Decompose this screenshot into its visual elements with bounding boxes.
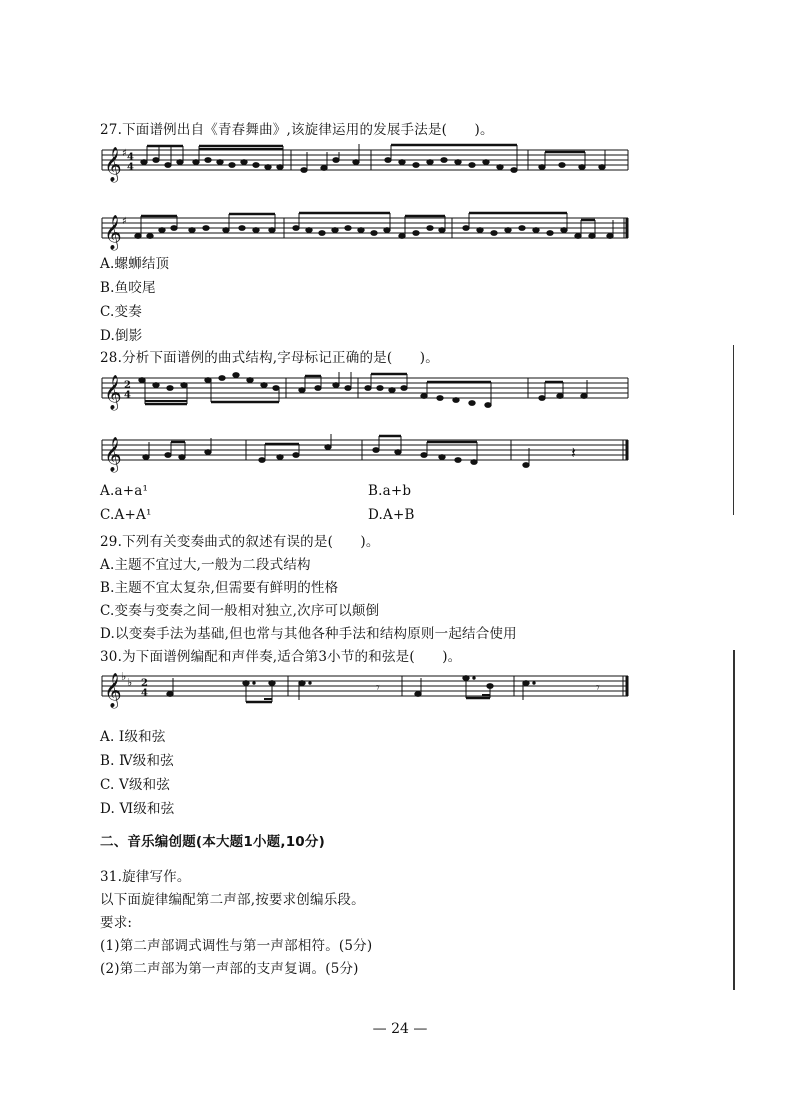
svg-text:4: 4 [124, 390, 131, 401]
q28-stem: 28.分析下面谱例的曲式结构,字母标记正确的是( )。 [100, 350, 439, 366]
q28-option-c: C.A+A¹ [100, 507, 152, 523]
svg-text:𝄞: 𝄞 [104, 147, 122, 182]
q31-instruction: 以下面旋律编配第二声部,按要求创编乐段。 [100, 892, 365, 908]
svg-text:𝄞: 𝄞 [104, 215, 122, 250]
q29-stem: 29.下列有关变奏曲式的叙述有误的是( )。 [100, 534, 380, 550]
svg-text:♯: ♯ [122, 148, 127, 159]
q29-option-c: C.变奏与变奏之间一般相对独立,次序可以颠倒 [100, 603, 380, 619]
q28-option-d: D.A+B [368, 507, 415, 523]
q31-requirement-2: (2)第二声部为第一声部的支声复调。(5分) [100, 961, 359, 977]
margin-rule-upper [733, 345, 734, 515]
svg-text:4: 4 [127, 152, 134, 163]
q31-requirements-label: 要求: [100, 915, 133, 931]
svg-text:♭: ♭ [127, 676, 133, 689]
svg-text:𝄞: 𝄞 [104, 673, 122, 708]
svg-text:𝄞: 𝄞 [104, 375, 122, 410]
q30-option-d: D. Ⅵ级和弦 [100, 801, 175, 817]
q27-option-b: B.鱼咬尾 [100, 280, 156, 296]
q27-option-d: D.倒影 [100, 328, 143, 344]
margin-rule-lower [733, 650, 735, 990]
q27-option-c: C.变奏 [100, 304, 142, 320]
svg-text:2: 2 [141, 678, 148, 689]
svg-text:𝄞: 𝄞 [104, 437, 122, 472]
svg-text:4: 4 [127, 162, 134, 173]
q27-staff-line1 [96, 140, 636, 185]
q30-option-c: C. Ⅴ级和弦 [100, 777, 171, 793]
q31-title: 31.旋律写作。 [100, 869, 191, 885]
q29-option-d: D.以变奏手法为基础,但也常与其他各种手法和结构原则一起结合使用 [100, 626, 517, 642]
q29-option-a: A.主题不宜过大,一般为二段式结构 [100, 557, 311, 573]
svg-text:2: 2 [124, 380, 131, 391]
svg-text:4: 4 [141, 688, 148, 699]
q29-option-b: B.主题不宜太复杂,但需要有鲜明的性格 [100, 580, 339, 596]
svg-text:♯: ♯ [122, 216, 127, 227]
q31-requirement-1: (1)第二声部调式调性与第一声部相符。(5分) [100, 938, 373, 954]
q28-option-b: B.a+b [368, 483, 412, 499]
q30-stem: 30.为下面谱例编配和声伴奏,适合第3小节的和弦是( )。 [100, 649, 462, 665]
q30-option-a: A. Ⅰ级和弦 [100, 729, 166, 745]
q27-option-a: A.螺蛳结顶 [100, 256, 170, 272]
q28-staff-line1 [96, 368, 636, 413]
q30-option-b: B. Ⅳ级和弦 [100, 753, 174, 769]
q27-stem: 27.下面谱例出自《青春舞曲》,该旋律运用的发展手法是( )。 [100, 122, 494, 138]
svg-text:♭: ♭ [121, 670, 127, 683]
q27-staff-line2 [96, 208, 636, 253]
q28-staff-line2 [96, 430, 636, 475]
svg-text:𝄾: 𝄾 [596, 680, 600, 696]
svg-text:𝄽: 𝄽 [571, 443, 576, 462]
page-number: — 24 — [372, 1021, 428, 1037]
q30-staff [96, 666, 636, 711]
q28-option-a: A.a+a¹ [100, 483, 149, 499]
section2-heading: 二、音乐编创题(本大题1小题,10分) [100, 834, 325, 850]
svg-text:𝄾: 𝄾 [376, 680, 380, 696]
